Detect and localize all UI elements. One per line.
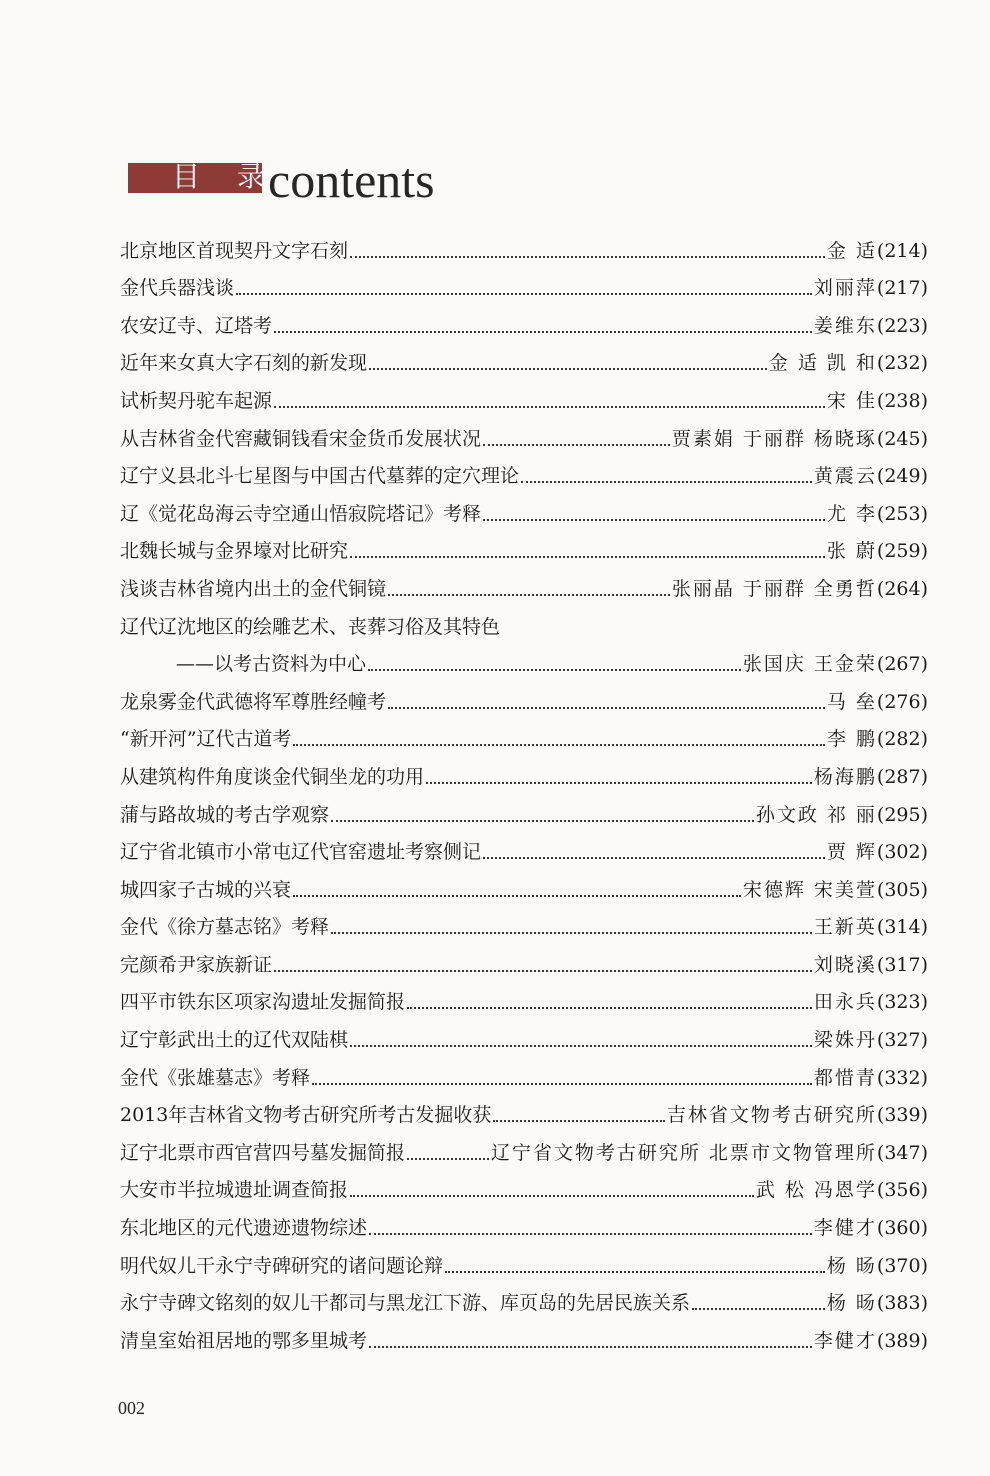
toc-entry xyxy=(120,564,928,602)
toc-entry-page: (305) xyxy=(876,878,928,901)
toc-entry-title: 辽宁彰武出土的辽代双陆棋 xyxy=(120,1029,349,1052)
toc-entry-author: 杨 旸 xyxy=(826,1254,877,1277)
toc-leader-dots xyxy=(483,440,670,446)
toc-leader-dots xyxy=(368,665,741,671)
toc-entry xyxy=(120,489,928,527)
toc-entry-page: (282) xyxy=(876,728,928,751)
toc-entry-author: 黄震云 xyxy=(813,465,877,488)
toc-entry xyxy=(120,715,928,753)
toc-entry-author: 马 垒 xyxy=(826,690,877,713)
toc-leader-dots xyxy=(274,966,812,972)
toc-entry xyxy=(120,414,928,452)
toc-leader-dots xyxy=(350,1191,754,1197)
toc-entry-title: 金代《张雄墓志》考释 xyxy=(120,1066,311,1089)
toc-entry xyxy=(120,1091,928,1129)
toc-entry xyxy=(120,376,928,414)
toc-entry-title: 明代奴儿干永宁寺碑研究的诸问题论辩 xyxy=(120,1254,444,1277)
toc-leader-dots xyxy=(407,1003,812,1009)
toc-entry-author: 张 蔚 xyxy=(826,540,877,563)
toc-leader-dots xyxy=(426,778,812,784)
toc-leader-dots xyxy=(331,816,754,822)
toc-entry-title: 近年来女真大字石刻的新发现 xyxy=(120,352,368,375)
toc-entry-page: (314) xyxy=(876,916,928,939)
toc-entry-author: 王新英 xyxy=(813,916,877,939)
toc-leader-dots xyxy=(369,364,767,370)
toc-leader-dots xyxy=(483,853,825,859)
toc-entry xyxy=(120,790,928,828)
toc-leader-dots xyxy=(236,289,812,295)
toc-entry-title: 试析契丹驼车起源 xyxy=(120,389,273,412)
toc-entry-title: 农安辽寺、辽塔考 xyxy=(120,314,273,337)
toc-leader-dots xyxy=(274,327,812,333)
toc-entry xyxy=(120,677,928,715)
toc-entry-page: (253) xyxy=(876,502,928,525)
toc-leader-dots xyxy=(493,1116,665,1122)
toc-entry-author: 李 鹏 xyxy=(826,728,877,751)
toc-entry-page: (217) xyxy=(876,277,928,300)
toc-entry-title: 辽宁义县北斗七星图与中国古代墓葬的定穴理论 xyxy=(120,465,520,488)
toc-entry xyxy=(120,527,928,565)
toc-entry-title: “新开河”辽代古道考 xyxy=(120,728,292,751)
header-title-cn: 目 录 xyxy=(172,160,279,193)
toc-entry-page: (370) xyxy=(876,1254,928,1277)
toc-entry-title: 北魏长城与金界壕对比研究 xyxy=(120,540,349,563)
toc-leader-dots xyxy=(350,1041,812,1047)
toc-entry-page: (214) xyxy=(876,239,928,262)
toc-entry xyxy=(120,828,928,866)
toc-entry-page: (287) xyxy=(876,765,928,788)
toc-entry-title: 从建筑构件角度谈金代铜坐龙的功用 xyxy=(120,765,425,788)
toc-entry-title: 金代《徐方墓志铭》考释 xyxy=(120,916,330,939)
toc-entry-page: (317) xyxy=(876,953,928,976)
toc-leader-dots xyxy=(293,740,824,746)
toc-entry-page: (383) xyxy=(876,1292,928,1315)
toc-entry-author: 辽宁省文物考古研究所 北票市文物管理所 xyxy=(490,1141,877,1164)
toc-entry-title: 北京地区首现契丹文字石刻 xyxy=(120,239,349,262)
toc-leader-dots xyxy=(445,1267,825,1273)
toc-entry-page: (276) xyxy=(876,690,928,713)
toc-entry-author: 李健才 xyxy=(813,1329,877,1352)
toc-leader-dots xyxy=(350,552,825,558)
toc-entry-title: 清皇室始祖居地的鄂多里城考 xyxy=(120,1329,368,1352)
toc-entry-page: (332) xyxy=(876,1066,928,1089)
toc-entry-author: 杨 旸 xyxy=(826,1292,877,1315)
toc-entry xyxy=(120,752,928,790)
toc-entry xyxy=(120,1053,928,1091)
toc-entry xyxy=(120,1015,928,1053)
toc-entry-author: 张丽晶 于丽群 全勇哲 xyxy=(671,577,877,600)
toc-entry-title: 四平市铁东区项家沟遗址发掘简报 xyxy=(120,991,406,1014)
toc-entry xyxy=(120,978,928,1016)
toc-entry-page: (323) xyxy=(876,991,928,1014)
toc-entry-author: 金 适 凯 和 xyxy=(768,352,877,375)
toc-entry xyxy=(120,1241,928,1279)
toc-entry xyxy=(120,903,928,941)
toc-leader-dots xyxy=(369,1229,812,1235)
toc-entry-author: 都惜青 xyxy=(813,1066,877,1089)
toc-leader-dots xyxy=(312,1079,812,1085)
toc-leader-dots xyxy=(369,1342,812,1348)
toc-entry-page: (295) xyxy=(876,803,928,826)
toc-entry-page: (327) xyxy=(876,1029,928,1052)
toc-entry-author: 梁姝丹 xyxy=(813,1029,877,1052)
toc-leader-dots xyxy=(521,477,812,483)
toc-entry-title: 辽《觉花岛海云寺空通山悟寂院塔记》考释 xyxy=(120,502,482,525)
toc-entry-page: (302) xyxy=(876,841,928,864)
toc-entry-title: 辽代辽沈地区的绘雕艺术、丧葬习俗及其特色 xyxy=(120,615,501,638)
toc-entry-title: 金代兵器浅谈 xyxy=(120,277,235,300)
toc-entry-title: 城四家子古城的兴衰 xyxy=(120,878,292,901)
toc-entry-author: 张国庆 王金荣 xyxy=(742,653,877,676)
page-number: 002 xyxy=(118,1398,145,1418)
toc-entry-title: 辽宁北票市西官营四号墓发掘简报 xyxy=(120,1141,406,1164)
toc-entry-author: 武 松 冯恩学 xyxy=(755,1179,877,1202)
header-title-en: contents xyxy=(268,152,435,208)
toc-leader-dots xyxy=(331,928,812,934)
toc-entry xyxy=(120,1166,928,1204)
toc-entry-author: 贾 辉 xyxy=(826,841,877,864)
toc-entry xyxy=(120,1203,928,1241)
toc-entry xyxy=(120,226,928,264)
toc-entry-author: 杨海鹏 xyxy=(813,765,877,788)
toc-entry-author: 刘晓溪 xyxy=(813,953,877,976)
toc-entry xyxy=(120,940,928,978)
toc-entry-page: (245) xyxy=(876,427,928,450)
toc-entry-author: 田永兵 xyxy=(813,991,877,1014)
toc-entry xyxy=(120,865,928,903)
toc-entry-author: 刘丽萍 xyxy=(813,277,877,300)
toc-leader-dots xyxy=(388,703,825,709)
toc-entry-title: 完颜希尹家族新证 xyxy=(120,953,273,976)
toc-entry-page: (339) xyxy=(876,1104,928,1127)
toc-entry xyxy=(120,1279,928,1317)
toc-entry xyxy=(120,640,928,678)
toc-entry-title: 龙泉雾金代武德将军尊胜经幢考 xyxy=(120,690,387,713)
toc-entry-page: (223) xyxy=(876,314,928,337)
toc-leader-dots xyxy=(388,590,670,596)
toc-entry-page: (347) xyxy=(876,1141,928,1164)
toc-entry-title: 从吉林省金代窖藏铜钱看宋金货币发展状况 xyxy=(120,427,482,450)
toc-entry-author: 宋德辉 宋美萱 xyxy=(742,878,877,901)
toc-entry xyxy=(120,1128,928,1166)
toc-entry-title: 浅谈吉林省境内出土的金代铜镜 xyxy=(120,577,387,600)
toc-entry-author: 尤 李 xyxy=(826,502,877,525)
toc-entry-author: 李健才 xyxy=(813,1217,877,1240)
toc-entry xyxy=(120,602,928,640)
toc-entry-page: (389) xyxy=(876,1329,928,1352)
toc-entry xyxy=(120,301,928,339)
toc-entry-page: (249) xyxy=(876,465,928,488)
toc-entry xyxy=(120,1316,928,1354)
toc-entry xyxy=(120,264,928,302)
toc-entry-author: 姜维东 xyxy=(813,314,877,337)
toc-leader-dots xyxy=(293,891,741,897)
toc-entry-title: 东北地区的元代遗迹遗物综述 xyxy=(120,1217,368,1240)
toc-leader-dots xyxy=(483,515,825,521)
toc-leader-dots xyxy=(350,252,825,258)
toc-entry-title: 2013年吉林省文物考古研究所考古发掘收获 xyxy=(120,1104,492,1127)
toc-entry-page: (264) xyxy=(876,577,928,600)
toc-entry-author: 孙文政 祁 丽 xyxy=(755,803,877,826)
toc-entry-page: (259) xyxy=(876,540,928,563)
toc-leader-dots xyxy=(692,1304,825,1310)
toc-entry-page: (356) xyxy=(876,1179,928,1202)
toc-entry-title: 永宁寺碑文铭刻的奴儿干都司与黑龙江下游、库页岛的先居民族关系 xyxy=(120,1292,691,1315)
toc-entry-author: 宋 佳 xyxy=(826,389,877,412)
toc-leader-dots xyxy=(274,402,825,408)
toc-entry xyxy=(120,452,928,490)
toc-entry-title: 大安市半拉城遗址调查简报 xyxy=(120,1179,349,1202)
toc-entry-page: (232) xyxy=(876,352,928,375)
toc-entry-page: (267) xyxy=(876,653,928,676)
table-of-contents xyxy=(120,226,928,1354)
toc-entry-title: 蒲与路故城的考古学观察 xyxy=(120,803,330,826)
toc-entry-author: 贾素娟 于丽群 杨晓琢 xyxy=(671,427,877,450)
toc-entry-author: 吉林省文物考古研究所 xyxy=(666,1104,877,1127)
toc-entry-author: 金 适 xyxy=(826,239,877,262)
toc-entry-page: (360) xyxy=(876,1217,928,1240)
toc-entry-title: ——以考古资料为中心 xyxy=(176,653,367,676)
toc-entry xyxy=(120,339,928,377)
toc-entry-title: 辽宁省北镇市小常屯辽代官窑遗址考察侧记 xyxy=(120,841,482,864)
toc-entry-page: (238) xyxy=(876,389,928,412)
toc-leader-dots xyxy=(407,1154,489,1160)
